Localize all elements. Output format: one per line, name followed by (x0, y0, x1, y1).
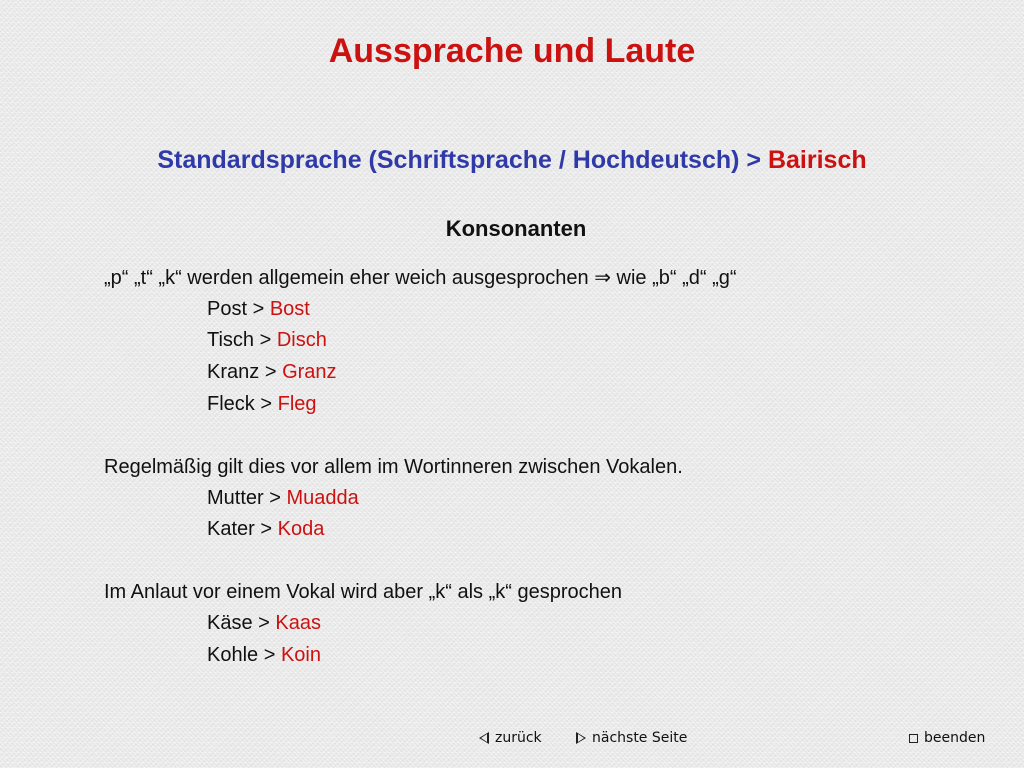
example-arrow: > (260, 518, 273, 540)
back-label: zurück (495, 730, 542, 746)
example-arrow: > (258, 612, 270, 634)
example-row (207, 297, 310, 321)
example-dialect: Granz (282, 361, 337, 383)
example-arrow: > (260, 393, 273, 415)
group-intro: Im Anlaut vor einem Vokal wird aber „k“ als „k“ gesprochen (104, 581, 622, 603)
example-dialect: Koda (277, 518, 325, 540)
exit-button[interactable] (909, 730, 985, 746)
example-standard: Kater (207, 518, 255, 540)
example-row (207, 611, 321, 635)
example-row (207, 328, 327, 352)
example-standard: Fleck (207, 393, 255, 415)
example-standard: Mutter (207, 487, 264, 509)
next-page-button[interactable] (576, 730, 687, 746)
example-dialect: Muadda (286, 487, 359, 509)
example-row (207, 643, 321, 667)
page-subtitle (0, 146, 1024, 175)
example-row (207, 392, 317, 416)
example-arrow: > (269, 487, 281, 509)
example-standard: Kranz (207, 361, 260, 383)
example-row (207, 517, 324, 541)
example-row (207, 360, 337, 384)
exit-label: beenden (924, 730, 986, 746)
subtitle-source: Standardsprache (Schriftsprache / Hochdeutsch) (157, 146, 740, 174)
example-standard: Tisch (207, 329, 255, 351)
example-dialect: Kaas (275, 612, 321, 634)
example-dialect: Koin (280, 644, 321, 666)
subtitle-target: Bairisch (767, 146, 867, 174)
example-standard: Käse (207, 612, 253, 634)
next-page-label: nächste Seite (592, 730, 688, 746)
triangle-left-icon (479, 732, 489, 744)
example-arrow: > (264, 361, 277, 383)
section-heading: Konsonanten (445, 216, 587, 241)
group-intro: „p“ „t“ „k“ werden allgemein eher weich ausgesprochen ⇒ wie „b“ „d“ „g“ (104, 267, 737, 289)
example-dialect: Bost (269, 298, 310, 320)
back-button[interactable] (479, 730, 542, 746)
example-arrow: > (263, 644, 276, 666)
example-dialect: Fleg (277, 393, 317, 415)
page-title: Aussprache und Laute (328, 32, 696, 70)
example-row (207, 486, 359, 510)
square-icon (909, 734, 918, 743)
group-intro: Regelmäßig gilt dies vor allem im Wortinneren zwischen Vokalen. (104, 456, 683, 478)
triangle-right-icon (576, 732, 586, 744)
example-standard: Kohle (207, 644, 259, 666)
subtitle-separator: > (746, 146, 762, 174)
example-arrow: > (252, 298, 265, 320)
example-dialect: Disch (276, 329, 327, 351)
example-arrow: > (259, 329, 272, 351)
example-standard: Post (207, 298, 248, 320)
